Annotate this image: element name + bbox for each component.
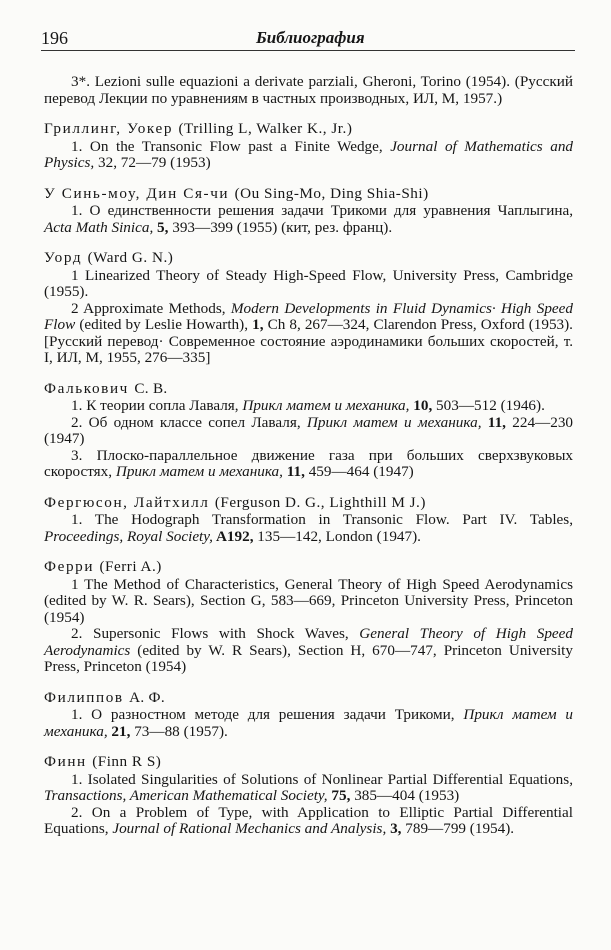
- author-latin: (Ferguson D. G., Lighthill M J.): [214, 493, 426, 511]
- journal-title: Journal of Mathematics and Physics,: [44, 137, 574, 171]
- reference: 1. Isolated Singularities of Solutions of Nonlinear Partial Differential Equations, Transactions, American Mathematical Society, 75, 385—404 (1953): [44, 770, 573, 804]
- author-heading: [44, 121, 573, 138]
- author-initials: С. В.: [134, 379, 168, 397]
- author-heading: [44, 250, 573, 267]
- author-latin: (Ou Sing-Mo, Ding Shia-Shi): [234, 184, 429, 202]
- reference: 1. К теории сопла Лаваля, Прикл матем и механика, 10, 503—512 (1946).: [71, 397, 545, 414]
- journal-title: Прикл матем и механика,: [115, 463, 283, 480]
- reference: 1. The Hodograph Transformation in Transonic Flow. Part IV. Tables, Proceedings, Royal Society, A192, 135—142, London (1947).: [44, 511, 573, 545]
- volume: 10,: [409, 397, 433, 414]
- author-name: Уорд: [44, 249, 83, 266]
- reference: 1 Linearized Theory of Steady High-Speed Flow, University Press, Cambridge (1955).: [44, 266, 573, 300]
- author-name: Филиппов: [44, 688, 124, 706]
- journal-title: Modern Developments in Fluid Dynamics· High Speed Flow: [44, 299, 573, 333]
- author-heading: [44, 754, 573, 771]
- author-name: Ферри: [44, 558, 95, 575]
- reference: 2. Supersonic Flows with Shock Waves, General Theory of High Speed Aerodynamics (edited by W. R Sears), Section H, 670—747, Princeton University Press, Princeton (1954): [44, 625, 573, 675]
- bibliography-entry: [44, 74, 573, 107]
- volume: 75,: [327, 787, 351, 804]
- author-heading: [44, 186, 573, 203]
- journal-title: Journal of Rational Mechanics and Analysis,: [112, 820, 387, 837]
- author-name: Фергюсон, Лайтхилл: [44, 493, 210, 511]
- journal-title: General Theory of High Speed Aerodynamics: [44, 625, 573, 659]
- author-latin: (Ferri A.): [99, 558, 162, 575]
- author-heading: [44, 690, 573, 707]
- reference: 1. О разностном методе для решения задачи Трикоми, Прикл матем и механика, 21, 73—88 (1957).: [44, 706, 573, 740]
- author-latin: (Ward G. N.): [87, 249, 174, 266]
- author-heading: [44, 559, 573, 576]
- volume: A192,: [212, 527, 254, 545]
- volume: 11,: [282, 463, 305, 480]
- journal-title: Прикл матем и механика,: [242, 397, 410, 414]
- author-name: Гриллинг, Уокер: [44, 120, 174, 137]
- reference: 2. On a Problem of Type, with Application to Elliptic Partial Differential Equations, Journal of Rational Mechanics and Analysis, 3, 789—799 (1954).: [44, 803, 573, 837]
- volume: 5,: [153, 218, 169, 236]
- author-name: У Синь-моу, Дин Ся-чи: [44, 184, 230, 202]
- page-number: 196: [41, 28, 68, 48]
- reference: 1. On the Transonic Flow past a Finite Wedge, Journal of Mathematics and Physics, 32, 72—79 (1953): [44, 137, 574, 171]
- bibliography-entry: [44, 690, 573, 741]
- page-header: [41, 26, 575, 54]
- journal-title: Transactions, American Mathematical Society,: [44, 787, 328, 804]
- bibliography-entry: [44, 754, 573, 838]
- bibliography-entry: [44, 121, 573, 172]
- author-name: Финн: [44, 753, 87, 770]
- running-title: Библиография: [256, 28, 365, 47]
- author-initials: А. Ф.: [129, 688, 165, 706]
- reference: 1 The Method of Characteristics, General Theory of High Speed Aerodynamics (edited by W. R. Sears), Section G, 583—669, Princeton University Press, Princeton (1954): [44, 575, 573, 626]
- bibliography-entry: [44, 495, 573, 546]
- author-heading: [44, 381, 573, 398]
- reference: 3. Плоско-параллельное движение газа при больших сверхзвуковых скоростях, Прикл матем и механика, 11, 459—464 (1947): [44, 446, 573, 480]
- reference: 2 Approximate Methods, Modern Developments in Fluid Dynamics· High Speed Flow (edited by Leslie Howarth), 1, Ch 8, 267—324, Clarendon Press, Oxford (1953). [Русский перевод· Современное состояние аэродинамики больших скоростей, т. I, ИЛ, М, 1955, 276—335]: [44, 299, 573, 366]
- volume: 3,: [386, 820, 402, 837]
- volume: 21,: [107, 722, 131, 740]
- author-latin: (Finn R S): [92, 753, 162, 770]
- author-latin: (Trilling L, Walker K., Jr.): [178, 120, 353, 137]
- reference: 1. О единственности решения задачи Трикоми для уравнения Чаплыгина, Acta Math Sinica, 5, 393—399 (1955) (кит, рез. франц).: [44, 202, 573, 236]
- author-heading: [44, 495, 573, 512]
- bibliography-entry: [44, 186, 573, 237]
- bibliography-list: [44, 74, 573, 852]
- volume: 11,: [481, 413, 506, 431]
- journal-title: Acta Math Sinica,: [44, 218, 154, 236]
- bibliography-entry: [44, 381, 573, 481]
- bibliography-entry: [44, 250, 573, 367]
- header-rule: [41, 50, 575, 51]
- journal-title: Прикл матем и механика,: [306, 413, 482, 431]
- journal-title: Proceedings, Royal Society,: [44, 527, 213, 545]
- journal-title: Прикл матем и механика,: [44, 706, 573, 740]
- entry-continuation: 3*. Lezioni sulle equazioni a derivate parziali, Gheroni, Torino (1954). (Русский перевод Лекции по уравнениям в частных производных, ИЛ, М, 1957.): [44, 73, 573, 107]
- bibliography-entry: [44, 559, 573, 676]
- reference: 2. Об одном классе сопел Лаваля, Прикл матем и механика, 11, 224—230 (1947): [44, 413, 574, 447]
- author-name: Фалькович: [44, 379, 129, 397]
- volume: 1,: [252, 316, 264, 333]
